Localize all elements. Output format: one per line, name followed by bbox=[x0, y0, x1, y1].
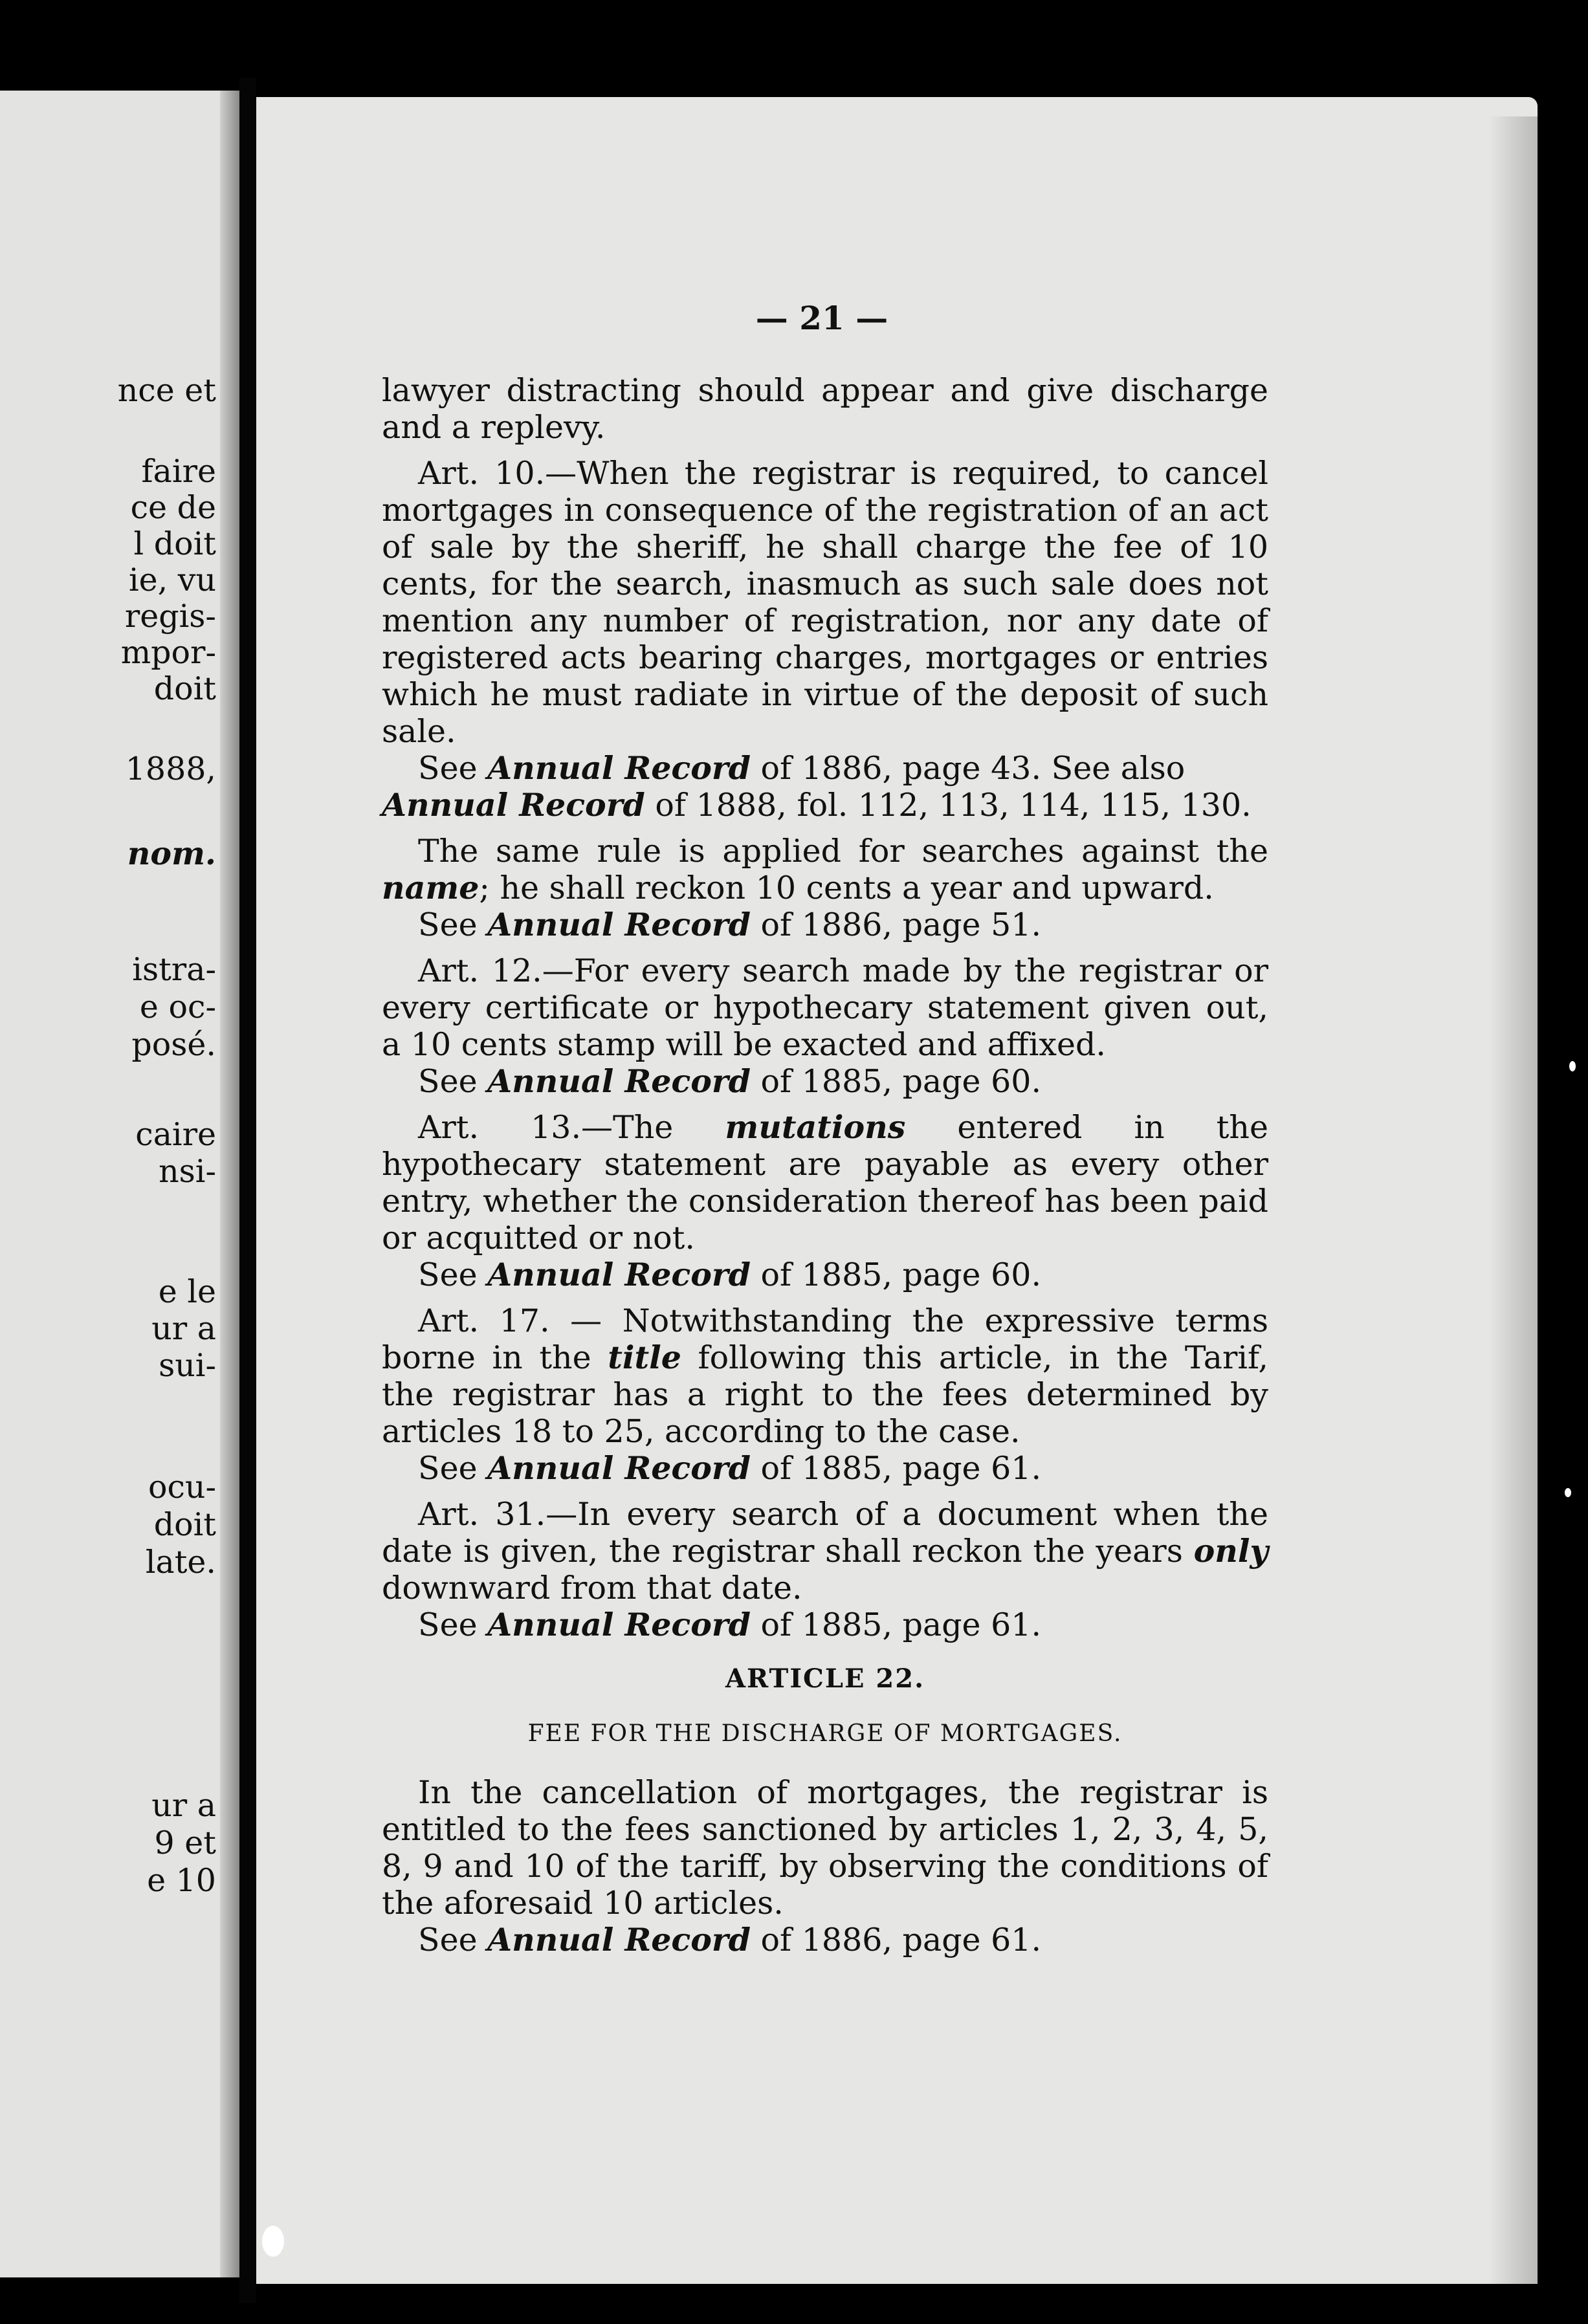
reference-text: See bbox=[418, 1922, 478, 1958]
article-17-paragraph bbox=[382, 1302, 1268, 1450]
left-page-line: mpor- bbox=[120, 634, 216, 671]
article-10-reference bbox=[382, 750, 1268, 824]
reference-title: Annual Record bbox=[382, 786, 645, 824]
article-31-reference bbox=[382, 1606, 1268, 1643]
article-10-paragraph: Art. 10.—When the registrar is required, to cancel mortgages in consequence of the registration of an act of sale by the sheriff, he shall charge the fee of 10 cents, for the search, inasmuch as such sale does not mention any number of registration, nor any date of registered acts bearing charges, mortgages or entries which he must radiate in virtue of the deposit of such sale. bbox=[382, 455, 1268, 750]
reference-text: See bbox=[418, 750, 478, 787]
left-page-line: doit bbox=[153, 1506, 216, 1543]
paragraph-text: The same rule is applied for searches against the bbox=[418, 833, 1268, 870]
reference-text: See bbox=[418, 1256, 478, 1293]
article-31-paragraph bbox=[382, 1496, 1268, 1606]
reference-text: See bbox=[418, 1606, 478, 1643]
same-rule-paragraph bbox=[382, 833, 1268, 906]
scan-speck bbox=[262, 2226, 284, 2257]
page-body bbox=[382, 372, 1268, 1958]
left-page-line: ocu- bbox=[148, 1469, 216, 1506]
left-page-fragment bbox=[0, 91, 239, 2277]
reference-title: Annual Record bbox=[487, 906, 751, 943]
left-page-line: nom. bbox=[127, 835, 216, 872]
reference-text: of 1885, page 61. bbox=[760, 1450, 1042, 1487]
left-page-line: doit bbox=[153, 670, 216, 707]
section-heading: ARTICLE 22. bbox=[725, 1663, 925, 1694]
left-page-line: sui- bbox=[159, 1347, 216, 1384]
scan-speck bbox=[1565, 1488, 1571, 1497]
reference-title: Annual Record bbox=[487, 749, 751, 787]
article-13-paragraph bbox=[382, 1109, 1268, 1256]
emphasis-text: title bbox=[608, 1339, 681, 1376]
left-page-line: istra- bbox=[132, 951, 216, 988]
left-page-line: ur a bbox=[151, 1310, 216, 1347]
left-page-line: ur a bbox=[151, 1787, 216, 1824]
page-edge-shadow bbox=[1488, 116, 1538, 2284]
left-page-line: late. bbox=[145, 1544, 216, 1581]
article-13-reference bbox=[382, 1256, 1268, 1293]
article-22-reference bbox=[382, 1922, 1268, 1958]
left-page-edge-shadow bbox=[220, 91, 239, 2277]
reference-title: Annual Record bbox=[487, 1256, 751, 1293]
opening-paragraph: lawyer distracting should appear and give discharge and a replevy. bbox=[382, 372, 1268, 446]
paragraph-text: Art. 31.—In every search of a document when the date is given, the registrar shall reckon the years bbox=[382, 1496, 1268, 1570]
emphasis-text: name bbox=[382, 869, 480, 906]
reference-title: Annual Record bbox=[487, 1921, 751, 1958]
section-subheading: FEE FOR THE DISCHARGE OF MORTGAGES. bbox=[527, 1720, 1123, 1747]
left-page-line: 9 et bbox=[154, 1825, 216, 1861]
left-page-line: faire bbox=[141, 453, 216, 490]
reference-text: See bbox=[418, 1450, 478, 1487]
paragraph-text: following this article, in the Tarif, the registrar has a right to the fees determined by articles 18 to 25, according to the case. bbox=[382, 1339, 1269, 1450]
reference-title: Annual Record bbox=[487, 1606, 751, 1643]
article-12-reference bbox=[382, 1063, 1268, 1100]
left-page-line: nce et bbox=[117, 372, 216, 409]
left-page-line: l doit bbox=[133, 525, 216, 562]
reference-text: See bbox=[418, 906, 478, 943]
scan-speck bbox=[1569, 1061, 1576, 1071]
left-page-line: ce de bbox=[130, 489, 216, 526]
left-page-line: posé. bbox=[131, 1026, 216, 1063]
reference-text: of 1886, page 51. bbox=[760, 906, 1042, 943]
paragraph-text: ; he shall reckon 10 cents a year and upward. bbox=[479, 870, 1214, 906]
page-number: — 21 — bbox=[755, 299, 888, 337]
reference-text: of 1885, page 60. bbox=[760, 1063, 1042, 1100]
article-17-reference bbox=[382, 1450, 1268, 1487]
paragraph-text: downward from that date. bbox=[382, 1570, 802, 1606]
left-page-line: 1888, bbox=[125, 751, 216, 787]
left-page-line: e oc- bbox=[139, 989, 216, 1025]
emphasis-text: mutations bbox=[725, 1108, 906, 1146]
reference-text: of 1888, fol. 112, 113, 114, 115, 130. bbox=[655, 787, 1252, 824]
reference-text: See bbox=[418, 1063, 478, 1100]
same-rule-reference bbox=[382, 906, 1268, 943]
reference-text: of 1886, page 43. See also bbox=[760, 750, 1185, 787]
left-page-line: regis- bbox=[124, 598, 216, 635]
reference-title: Annual Record bbox=[487, 1449, 751, 1487]
reference-text: of 1885, page 61. bbox=[760, 1606, 1042, 1643]
left-page-line: e le bbox=[158, 1273, 216, 1310]
left-page-line: ie, vu bbox=[128, 562, 216, 598]
reference-title: Annual Record bbox=[487, 1062, 751, 1100]
left-page-line: e 10 bbox=[147, 1862, 216, 1899]
reference-text: of 1886, page 61. bbox=[760, 1922, 1042, 1958]
paragraph-text: entered in the hypothecary statement are payable as every other entry, whether the consideration thereof has been paid or acquitted or not. bbox=[382, 1109, 1268, 1256]
reference-text: of 1885, page 60. bbox=[760, 1256, 1042, 1293]
emphasis-text: only bbox=[1193, 1532, 1268, 1570]
article-22-paragraph: In the cancellation of mortgages, the registrar is entitled to the fees sanctioned by articles 1, 2, 3, 4, 5, 8, 9 and 10 of the tariff, by observing the conditions of the aforesaid 10 articles. bbox=[382, 1774, 1268, 1922]
left-page-line: nsi- bbox=[159, 1153, 216, 1190]
paragraph-text: Art. 17. — Notwithstanding the expressive terms borne in the bbox=[382, 1302, 1268, 1376]
left-page-line: caire bbox=[135, 1116, 216, 1153]
article-12-paragraph: Art. 12.—For every search made by the registrar or every certificate or hypothecary statement given out, a 10 cents stamp will be exacted and affixed. bbox=[382, 952, 1268, 1063]
book-gutter bbox=[239, 78, 256, 2303]
paragraph-text: Art. 13.—The bbox=[418, 1109, 674, 1146]
